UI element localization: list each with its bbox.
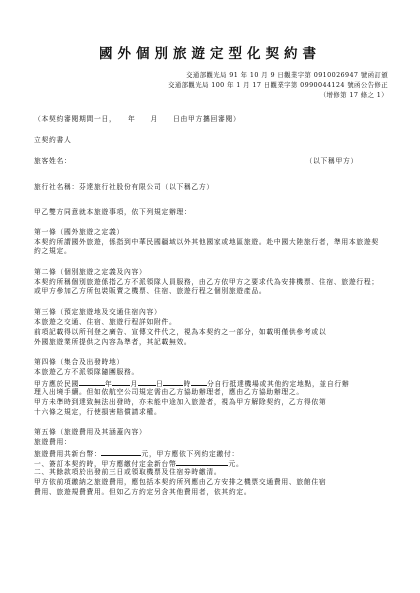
departure-suffix: 分自行抵達機場或其他約定地點，並自行辦 (206, 380, 350, 388)
article-4-line-4: 甲方未準時到達致無法出發時，亦未能中途加入旅遊者，視為甲方解除契約，乙方得依第 (34, 398, 327, 406)
departure-hour-blank (163, 378, 183, 386)
article-4-title: 第四條（集合及出發時地） (34, 358, 124, 366)
total-fee-blank (101, 448, 141, 456)
departure-month-blank (112, 378, 130, 386)
deposit-blank (176, 458, 228, 466)
traveler-name-label: 旅客姓名： (34, 157, 72, 165)
review-period-note: （本契約審閱期間一日， 年 月 日由甲方攜回審閱） (34, 115, 241, 123)
article-5-line-5: 甲方依前項繳納之旅遊費用，應包括本契約所列應由乙方安排之機票交通費用、旅館住宿 (34, 478, 327, 486)
deposit-label: 一、簽訂本契約時，甲方應繳付定金新台幣 (34, 460, 177, 468)
deposit-suffix: 元。 (228, 460, 244, 468)
article-2-text: 本契約所稱個別旅遊係指乙方不派領隊人員服務，由乙方依甲方之要求代為安排機票、住宿、旅遊行程；或甲方參加乙方所包裝販賣之機票、住宿、旅遊行程之個別旅遊產品。 (34, 278, 379, 295)
article-4-line-5: 十六條之規定，行使損害賠償請求權。 (34, 408, 162, 416)
agency-name-row: 旅行社名稱：芬達旅行社股份有限公司（以下稱乙方） (34, 183, 214, 191)
departure-day-blank (138, 378, 156, 386)
total-fee-label: 旅遊費用共新台幣： (34, 450, 102, 458)
article-4-line-3: 理入出境手續。但如依航空公司規定需由乙方協助辦理者，應由乙方協助辦理之。 (34, 388, 304, 396)
article-1-text: 本契約所謂國外旅遊，係指到中華民國疆域以外其他國家或地區旅遊。赴中國大陸旅行者，準用本旅遊契約之規定。 (34, 238, 379, 255)
departure-prefix: 甲方應於民國 (34, 380, 79, 388)
article-3-line-1: 本旅遊之交通、住宿、旅遊行程詳如附件。 (34, 318, 177, 326)
article-1-title: 第一條（國外旅遊之定義） (34, 228, 124, 236)
document-title: 國外個別旅遊定型化契約書 (99, 46, 321, 62)
article-5-line-6: 費用、旅遊規費費用。但如乙方約定另含其他費用者，依其約定。 (34, 488, 252, 496)
regulation-reference-3: （增修第 17 條之 1） (319, 91, 388, 99)
departure-minute-blank (191, 378, 207, 386)
agreement-statement: 甲乙雙方同意就本旅遊事項，依下列規定辦理： (34, 208, 192, 216)
traveler-name-row (34, 157, 386, 166)
hour-label: 時 (183, 380, 191, 388)
article-5-title: 第五條（旅遊費用及其涵蓋內容） (34, 428, 147, 436)
article-3-line-3: 外國旅遊業所提供之內容為準者，其記載無效。 (34, 338, 192, 346)
article-5-line-1: 旅遊費用： (34, 438, 72, 446)
month-label: 月 (130, 380, 138, 388)
regulation-reference-2: 交通部觀光局 100 年 1 月 17 日觀業字第 0990044124 號函公告修正 (168, 81, 388, 89)
year-label: 年 (104, 380, 113, 388)
departure-year-blank (79, 378, 105, 386)
regulation-reference-1: 交通部觀光局 91 年 10 月 9 日觀業字第 0910026947 號函訂頒 (186, 71, 388, 79)
party-a-label: （以下稱甲方） (305, 157, 358, 165)
total-fee-suffix: 元，甲方應依下列約定繳付： (141, 450, 239, 458)
signatory-label: 立契約書人 (34, 136, 72, 144)
day-label: 日 (155, 380, 164, 388)
article-3-line-2: 前項記載得以所刊登之廣告、宣傳文件代之，視為本契約之一部分，如載明僅供參考或以 (34, 328, 327, 336)
article-5-line-4: 二、其餘款項於出發前三日或領取機票及住宿券時繳清。 (34, 468, 222, 476)
article-3-title: 第三條（預定旅遊地及交通住宿內容） (34, 308, 162, 316)
article-2-title: 第二條（個別旅遊之定義及內容） (34, 268, 147, 276)
article-4-line-1: 本旅遊乙方不派領隊隨團服務。 (34, 368, 139, 376)
